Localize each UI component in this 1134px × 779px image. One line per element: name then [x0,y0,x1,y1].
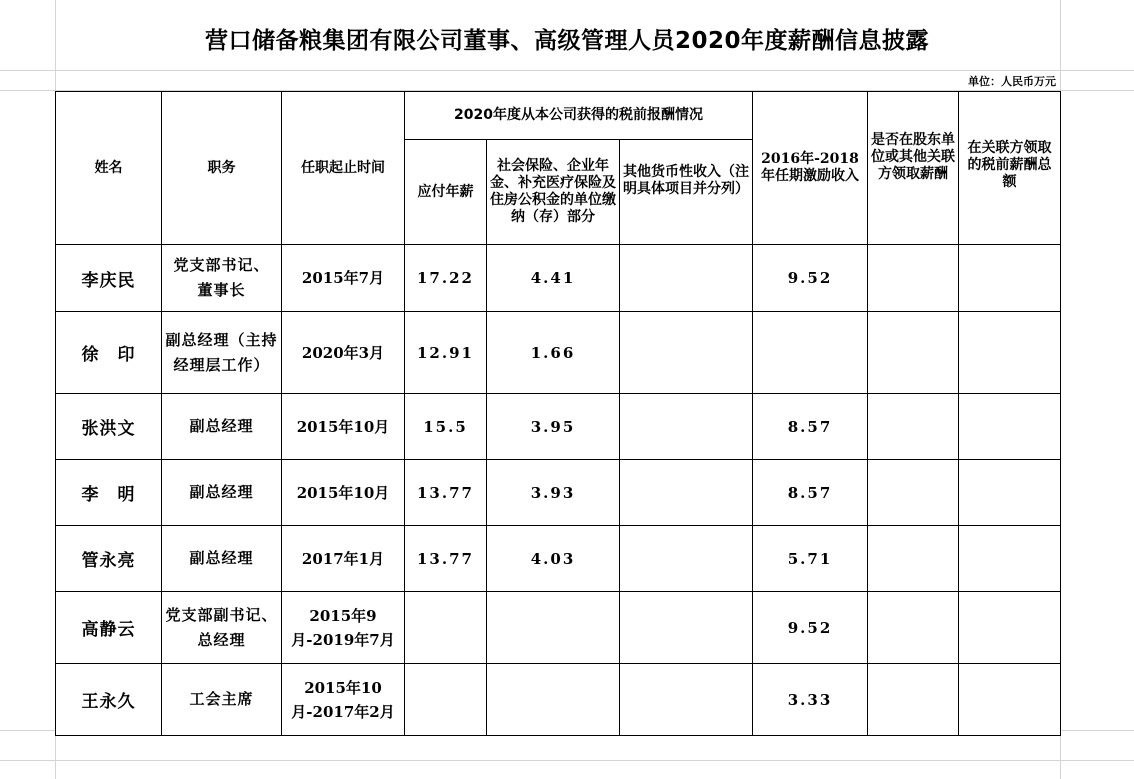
cell-other [620,526,753,592]
cell-related [959,664,1061,736]
cell-shareholder [868,245,959,312]
cell-term: 2015年9月-2019年7月 [282,592,405,664]
cell-shareholder [868,664,959,736]
cell-other [620,664,753,736]
header-row-1 [56,92,1061,140]
cell-salary: 13.77 [405,460,487,526]
table-row [56,312,1061,394]
cell-salary [405,592,487,664]
header-related: 在关联方领取的税前薪酬总额 [959,92,1061,245]
header-term: 任职起止时间 [282,92,405,245]
cell-salary [405,664,487,736]
cell-shareholder [868,394,959,460]
cell-social [487,592,620,664]
cell-related [959,312,1061,394]
header-position: 职务 [162,92,282,245]
cell-salary: 15.5 [405,394,487,460]
cell-position: 工会主席 [162,664,282,736]
cell-social: 3.93 [487,460,620,526]
header-shareholder: 是否在股东单位或其他关联方领取薪酬 [868,92,959,245]
header-social: 社会保险、企业年金、补充医疗保险及住房公积金的单位缴纳（存）部分 [487,140,620,245]
cell-term: 2015年10月-2017年2月 [282,664,405,736]
cell-position: 党支部副书记、总经理 [162,592,282,664]
cell-social: 4.41 [487,245,620,312]
header-salary: 应付年薪 [405,140,487,245]
cell-incentive: 3.33 [753,664,868,736]
cell-shareholder [868,592,959,664]
cell-incentive: 9.52 [753,592,868,664]
cell-incentive: 8.57 [753,460,868,526]
cell-name: 李 明 [56,460,162,526]
cell-related [959,526,1061,592]
cell-related [959,394,1061,460]
cell-other [620,312,753,394]
cell-position: 副总经理 [162,394,282,460]
cell-incentive [753,312,868,394]
header-incentive: 2016年-2018年任期激励收入 [753,92,868,245]
cell-related [959,592,1061,664]
cell-position: 党支部书记、 董事长 [162,245,282,312]
header-other: 其他货币性收入（注明具体项目并分列） [620,140,753,245]
cell-incentive: 9.52 [753,245,868,312]
cell-shareholder [868,460,959,526]
page-title: 营口储备粮集团有限公司董事、高级管理人员2020年度薪酬信息披露 [204,28,929,54]
cell-position: 副总经理 [162,526,282,592]
cell-related [959,245,1061,312]
cell-name: 管永亮 [56,526,162,592]
cell-social: 3.95 [487,394,620,460]
cell-social [487,664,620,736]
cell-position: 副总经理 [162,460,282,526]
cell-position: 副总经理（主持经理层工作） [162,312,282,394]
cell-other [620,460,753,526]
cell-term: 2020年3月 [282,312,405,394]
cell-name: 张洪文 [56,394,162,460]
cell-social: 4.03 [487,526,620,592]
cell-incentive: 5.71 [753,526,868,592]
cell-term: 2015年7月 [282,245,405,312]
cell-shareholder [868,312,959,394]
cell-other [620,245,753,312]
cell-other [620,592,753,664]
cell-name: 高静云 [56,592,162,664]
cell-term: 2017年1月 [282,526,405,592]
table-row [56,664,1061,736]
cell-other [620,394,753,460]
salary-table [55,91,1061,736]
header-group-2020: 2020年度从本公司获得的税前报酬情况 [405,92,753,140]
cell-salary: 13.77 [405,526,487,592]
cell-name: 徐 印 [56,312,162,394]
cell-term: 2015年10月 [282,394,405,460]
header-name: 姓名 [56,92,162,245]
table-row [56,592,1061,664]
table-row [56,245,1061,312]
cell-salary: 12.91 [405,312,487,394]
cell-incentive: 8.57 [753,394,868,460]
cell-salary: 17.22 [405,245,487,312]
cell-social: 1.66 [487,312,620,394]
cell-name: 王永久 [56,664,162,736]
cell-shareholder [868,526,959,592]
cell-related [959,460,1061,526]
table-row [56,394,1061,460]
cell-term: 2015年10月 [282,460,405,526]
unit-label: 单位：人民币万元 [968,75,1056,88]
table-row [56,460,1061,526]
table-row [56,526,1061,592]
cell-name: 李庆民 [56,245,162,312]
